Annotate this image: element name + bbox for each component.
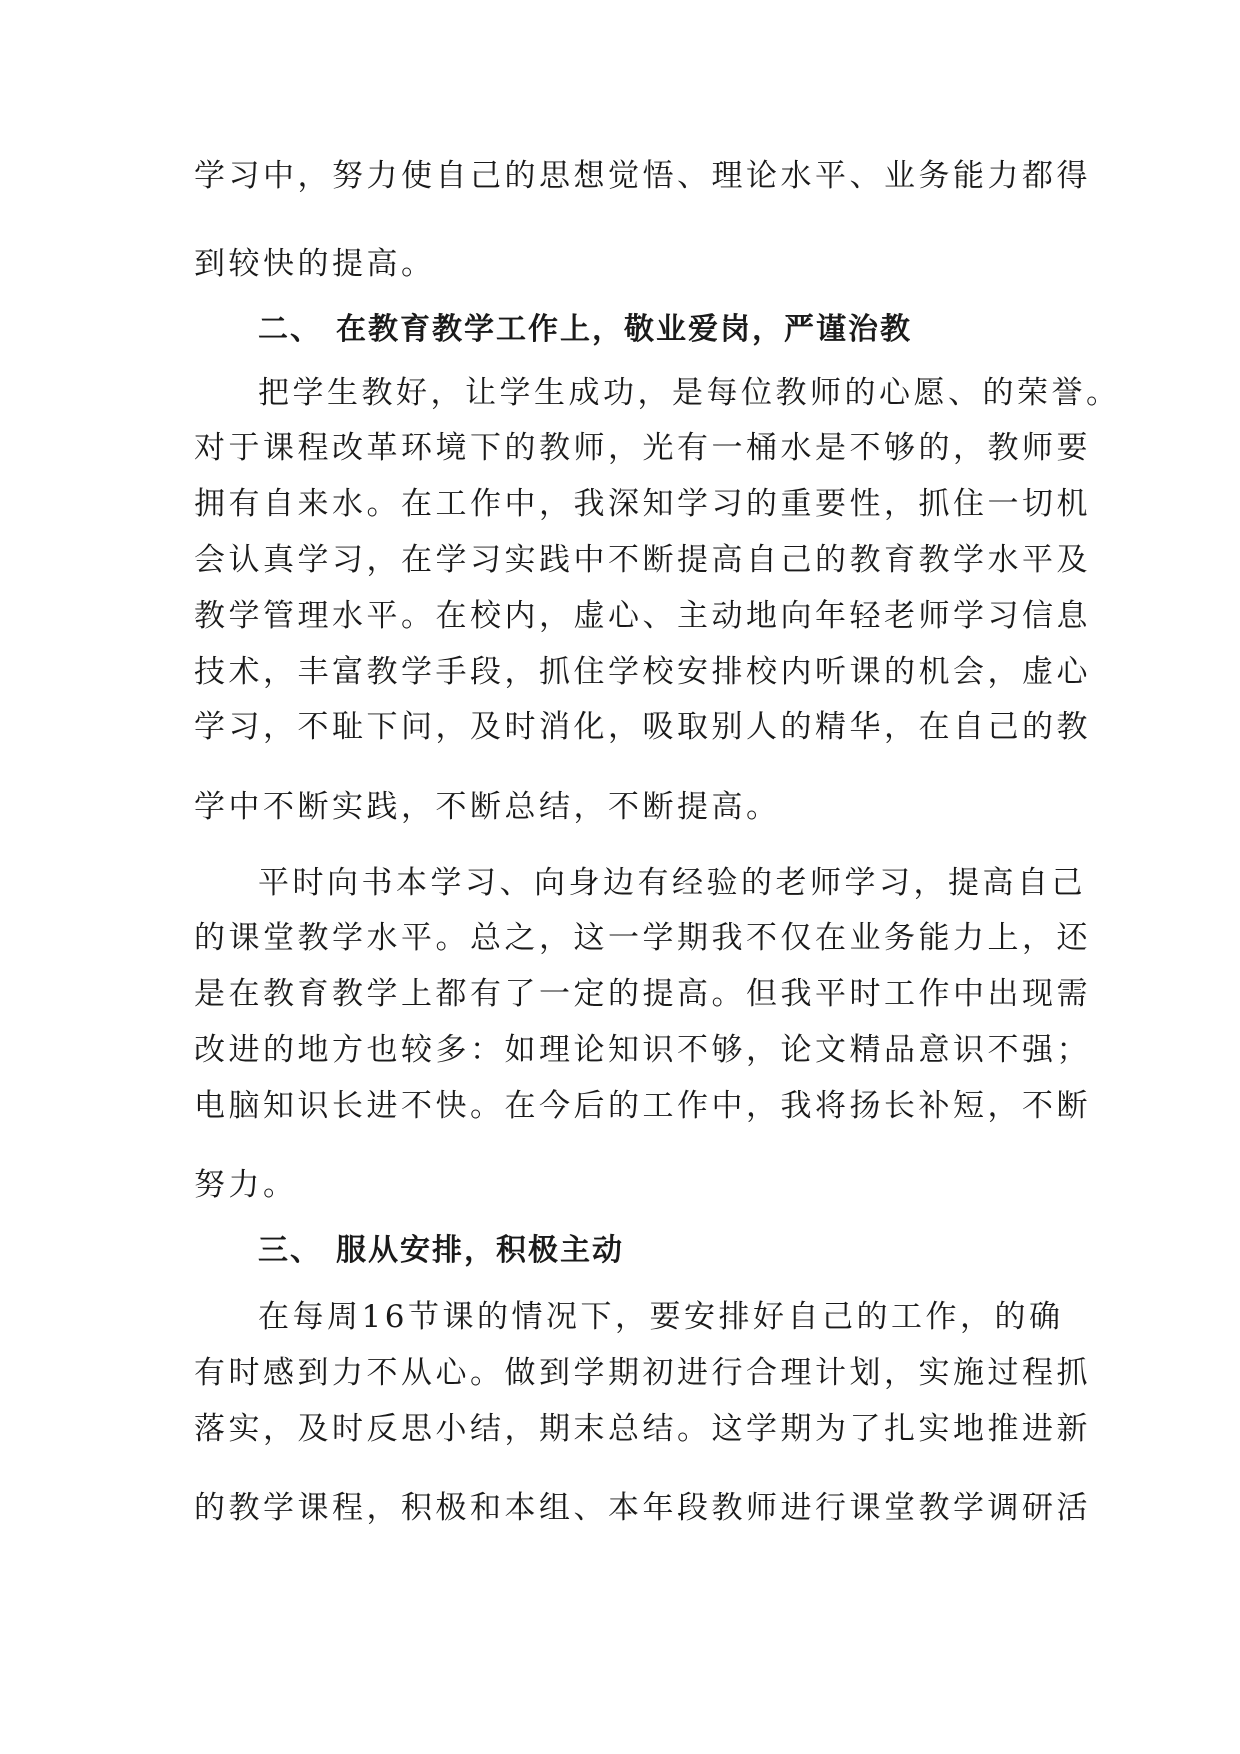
body-line: 学习中，努力使自己的思想觉悟、理论水平、业务能力都得 xyxy=(194,158,1091,194)
body-line: 学习，不耻下问，及时消化，吸取别人的精华，在自己的教 xyxy=(194,709,1091,745)
body-line: 对于课程改革环境下的教师，光有一桶水是不够的，教师要 xyxy=(194,430,1091,466)
section-heading-2 xyxy=(258,310,1118,350)
body-line: 会认真学习，在学习实践中不断提高自己的教育教学水平及 xyxy=(194,542,1091,578)
section-number: 三、 xyxy=(258,1233,322,1268)
body-line: 到较快的提高。 xyxy=(194,246,436,282)
body-line: 技术，丰富教学手段，抓住学校安排校内听课的机会，虚心 xyxy=(194,654,1091,690)
body-line: 是在教育教学上都有了一定的提高。但我平时工作中出现需 xyxy=(194,976,1091,1012)
body-line: 改进的地方也较多：如理论知识不够，论文精品意识不强； xyxy=(194,1032,1091,1068)
body-line: 电脑知识长进不快。在今后的工作中，我将扬长补短，不断 xyxy=(194,1088,1091,1124)
body-line: 的教学课程，积极和本组、本年段教师进行课堂教学调研活 xyxy=(194,1490,1091,1526)
body-line: 努力。 xyxy=(194,1167,298,1203)
body-line: 把学生教好，让学生成功，是每位教师的心愿、的荣誉。 xyxy=(258,375,1121,411)
body-line: 有时感到力不从心。做到学期初进行合理计划，实施过程抓 xyxy=(194,1355,1091,1391)
section-number: 二、 xyxy=(258,312,322,347)
body-line: 落实，及时反思小结，期末总结。这学期为了扎实地推进新 xyxy=(194,1411,1091,1447)
body-line: 拥有自来水。在工作中，我深知学习的重要性，抓住一切机 xyxy=(194,486,1091,522)
section-heading-3 xyxy=(258,1231,1118,1271)
body-line: 教学管理水平。在校内，虚心、主动地向年轻老师学习信息 xyxy=(194,598,1091,634)
body-line: 平时向书本学习、向身边有经验的老师学习，提高自己 xyxy=(258,865,1086,901)
section-title: 在教育教学工作上，敬业爱岗，严谨治教 xyxy=(336,312,912,347)
body-line: 学中不断实践，不断总结，不断提高。 xyxy=(194,789,781,825)
body-line: 的课堂教学水平。总之，这一学期我不仅在业务能力上，还 xyxy=(194,920,1091,956)
section-title: 服从安排，积极主动 xyxy=(336,1233,624,1268)
body-line: 在每周16节课的情况下，要安排好自己的工作，的确 xyxy=(258,1299,1064,1335)
